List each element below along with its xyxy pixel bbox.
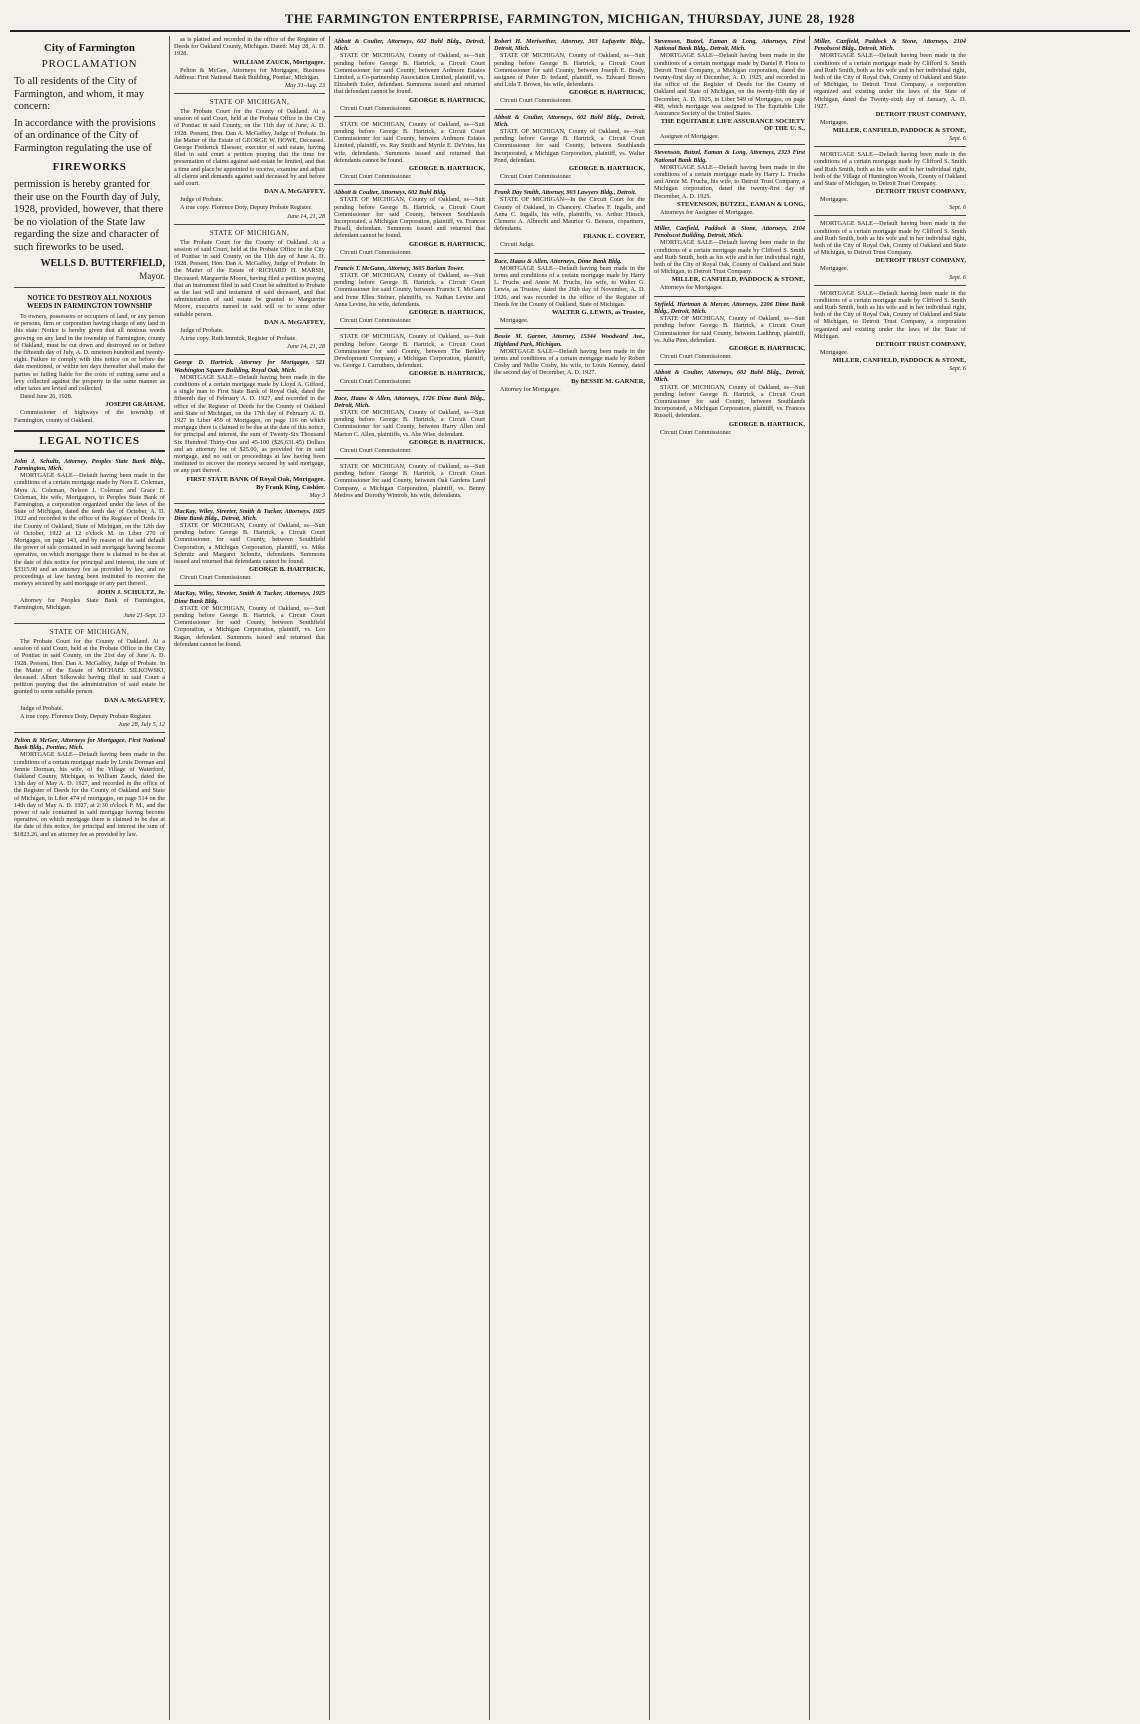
- abbott2-heading: Abbott & Coulter, Attorneys, 602 Buhl Bldg.: [334, 189, 447, 197]
- notice-body-4: MORTGAGE SALE—Default having been made in the conditions of a certain mortgage made by Clifford S. Smith and Ruth Smith, both as his wife and in her individual right, both of the City of Royal Oak, County of Oakland and State of Michigan, to Detroit Trust Company, a corporation organized and existing under the laws of the State of Michigan.: [814, 289, 966, 340]
- column-4: [490, 36, 650, 1720]
- marsh-signature: DAN A. McGAFFEY,: [264, 318, 325, 326]
- notice-run-dates-1: Sept. 6: [949, 135, 966, 143]
- notice-signature-1: GEORGE B. HARTRICK,: [569, 89, 645, 97]
- zauck-body: as is platted and recorded in the office of the Register of Deeds for Oakland County, Michigan. Dated: May 28, A. D. 1928.: [174, 36, 325, 58]
- notice-signature-4: WALTER G. LEWIS, as Trustee,: [551, 309, 645, 317]
- notice-signature-2: GEORGE B. HARTRICK,: [569, 165, 645, 173]
- fireworks-heading: FIREWORKS: [52, 161, 127, 173]
- notice-signature-title-4: Circuit Court Commissioner.: [340, 317, 412, 325]
- abbott-heading: Abbott & Coulter, Attorneys, 602 Buhl Bldg., Detroit, Mich.: [334, 38, 485, 53]
- howe-body: The Probate Court for the County of Oakland. At a session of said Court, held at the Probate Office in the City of Pontiac in said County, on the 11th day of June, A. D. 1928. Present, Hon. Dan A. McGaffey, Judge of Probate. In the Matter of the Estate of GEORGE W. HOWE, Deceased. George Frederick Elsesser, executor of said estate, having filed in said court a petition praying that the time for presentation of claims against said estate be limited, and that a time and place be appointed to receive, examine and adjust all claims and demands against said deceased by and before said court.: [174, 108, 325, 188]
- notice-signature-4: GEORGE B. HARTRICK,: [409, 309, 485, 317]
- howe-true-copy: A true copy. Florence Doty, Deputy Probate Register.: [180, 204, 312, 212]
- weeds-signature: JOSEPH GRAHAM,: [105, 401, 165, 409]
- mayor-name: WELLS D. BUTTERFIELD,: [40, 258, 165, 269]
- marsh-body: The Probate Court for the County of Oakland. At a session of said Court, held at the Probate Office in the City of Pontiac in said County, on the 11th day of June A. D. 1928. Present, Hon. Dan A. McGaffey, Judge of Probate. In the Matter of the Estate of RICHARD H. MARSH, Deceased. Marguerite Moore, having filed a petition praying that an instrument filed in said Court be admitted to Probate as the last will and testament of said deceased, and that administration of said estate be granted to Marguerite Moore, executrix named in said will or to some other suitable person.: [174, 238, 325, 318]
- notice-signature-title-4: Circuit Court Commissioner.: [660, 352, 732, 360]
- abbott-body: STATE OF MICHIGAN, County of Oakland, ss—Suit pending before George B. Hartrick, a Circuit Court Commissioner for said County, between Ardmore Estates Limited, a Co-partnership Association Limited, plaintiff, vs. Elizabeth Euler, defendant. Summons issued and returned that defendant cannot be found.: [334, 52, 485, 96]
- mcgann-heading: Francis T. McGann, Attorney, 3605 Barlum Tower.: [334, 264, 465, 272]
- column-3: [330, 36, 490, 1720]
- divider: [494, 328, 645, 329]
- divider: [14, 623, 165, 624]
- howe-state: STATE OF MICHIGAN,: [209, 98, 290, 107]
- proclamation-body-1: In accordance with the provisions of an ordinance of the City of Farmington regulating the use of: [14, 117, 156, 154]
- divider: [334, 458, 485, 459]
- silkowski-signature-title: Judge of Probate.: [20, 704, 64, 712]
- notice-signature-1: DETROIT TRUST COMPANY,: [875, 111, 966, 119]
- notice-body-1: MORTGAGE SALE—Default having been made in the conditions of a certain mortgage made by Daniel P. Flora to Detroit Trust Company, a Michigan corporation, dated the twenty-first day of December, A. D. 1925, and recorded in the office of the Register of Deeds for the County of Oakland and State of Michigan, on the twenty-fifth day of December, A. D. 1925, in Liber 549 of Mortgages, on page 498, which mortgage was assigned to The Equitable Life Assurance Society of the United States.: [654, 52, 805, 118]
- weeds-dated: Dated June 26, 1928.: [20, 393, 73, 401]
- notice-signature-title-5: Attorney for Mortgagee.: [500, 385, 561, 393]
- divider: [814, 146, 966, 147]
- mackay-body: STATE OF MICHIGAN, County of Oakland, ss—Suit pending before George B. Hartrick, a Circuit Court Commissioner for said County, between Southfield Corporation, a Michigan Corporation, plaintiff, vs. Mike Schmitz and Margaret Schmitz, defendants. Summons issued and returned that defendants cannot be found.: [174, 521, 325, 565]
- notice-signature-title-2: Circuit Court Commissioner.: [500, 173, 572, 181]
- notice-signature-title-5: Circuit Court Commissioner.: [340, 378, 412, 386]
- column-1: [10, 36, 170, 1720]
- styfield-heading: Styfield, Hartman & Mercer, Attorneys, 2206 Dime Bank Bldg., Detroit, Mich.: [654, 300, 805, 315]
- silkowski-run-dates: June 28, July 5, 12: [118, 720, 165, 728]
- bank-body: MORTGAGE SALE—Default having been made in the conditions of a certain mortgage made by Lloyd A. Gifford, a single man to First State Bank of Royal Oak, dated the fifteenth day of February A. D. 1927, and recorded in the office of the Register of Deeds for the County of Oakland and State of Michigan, on the 17th day of February A. D. 1927 in Liber 459 of Mortgages, on page 116 on which mortgage there is claimed to be due at the date of this notice, for principal and interest, the sum of Twenty-Six Thousand Six Hundred Thirty-One and 45-100 ($26,631.45) Dollars and an attorney fee of $25.00, as provided for in said mortgage, and no suit or proceedings at law having been instituted to recover the moneys secured by said mortgage, or any part thereof.: [174, 373, 325, 475]
- pelton-heading: Pelton & McGee, Attorneys for Mortgagee, First National Bank Bldg., Pontiac, Mich.: [14, 736, 165, 752]
- schultz-heading: John J. Schultz, Attorney, Peoples State Bank Bldg., Farmington, Mich.: [14, 457, 165, 473]
- notice-body-2: STATE OF MICHIGAN, County of Oakland, ss—Suit pending before George B. Hartrick, a Circuit Court Commissioner for said County, between Ardmore Estates Limited, plaintiff, vs. Ray Smith and Myrtle E. DeVries, his wife, defendants. Summons issued and returned that defendants cannot be found.: [334, 120, 485, 164]
- notice-run-dates-3: Sept. 6: [949, 273, 966, 281]
- marsh-run-dates: June 14, 21, 28: [287, 343, 325, 351]
- divider: [654, 296, 805, 297]
- silkowski-signature: DAN A. McGAFFEY,: [104, 696, 165, 704]
- notice-body-3: MORTGAGE SALE—Default having been made in the conditions of a certain mortgage made by Clifford S. Smith and Ruth Smith, both as his wife and in her individual right, both of the City of Royal Oak, County of Oakland and State of Michigan, to Detroit Trust Company.: [654, 239, 805, 276]
- notice-signature-title-1: Assignee of Mortgagee.: [660, 133, 720, 141]
- schultz-signature: JOHN J. SCHULTZ, Jr.: [96, 588, 165, 596]
- pelton-body: MORTGAGE SALE—Default having been made in the conditions of a certain mortgage made by Louis Dorman and Jennie Dorman, his wife, of the Village of Waterford, Oakland County, Michigan, to William Zauck, dated the 13th day of May A. D. 1927, and recorded in the office of the Register of Deeds for the County of Oakland and State of Michigan, in Liber 474 of mortgages, on page 514 on the 14th day of May A. D. 1927, at 2:30 o'clock P. M., and the power of sale contained in said mortgage having become operative, on which mortgage there is claimed to be due at the date of this notice, for principal and interest the sum of $1823.26, and an attorney fee as provided by law.: [14, 751, 165, 838]
- weeds-body: To owners, possessors or occupiers of land, or any person or persons, firm or corporation having charge of any land in this state: Notice is hereby given that all noxious weeds growing on any land in the township of Farmington, county of Oakland, must be cut down and destroyed on or before the fifteenth day of July, A. D. nineteen hundred and twenty-eight. Failure to comply with this notice on or before the date mentioned, or within ten days thereafter shall make the parties so failing liable for the costs of cutting same and a levy collected against the property in the same manner as other taxes are levied and collected.: [14, 313, 165, 393]
- garner-heading: Bessie M. Garner, Attorney, 15344 Woodward Ave., Highland Park, Michigan.: [494, 333, 645, 348]
- divider: [334, 184, 485, 185]
- mackay-heading: MacKay, Wiley, Streeter, Smith & Tucker, Attorneys, 1925 Dime Bank Bldg., Detroit, Mich.: [174, 507, 325, 522]
- notice-signature-title-1: Circuit Court Commissioner.: [500, 97, 572, 105]
- schultz-signature-title: Attorney for Peoples State Bank of Farmington, Farmington, Michigan.: [14, 596, 165, 611]
- notice-signature-1: THE EQUITABLE LIFE ASSURANCE SOCIETY OF THE U. S.,: [660, 118, 805, 133]
- column-2: [170, 36, 330, 1720]
- notice-body-6: STATE OF MICHIGAN, County of Oakland, ss—Suit pending before George B. Hartrick, a Circuit Court Commissioner for said County, between Harry Allen and Marion C. Allen, plaintiffs, vs. Abe Wise, defendant.: [334, 408, 485, 438]
- notice-signature-title-6: Circuit Court Commissioner.: [340, 446, 412, 454]
- notice-signature-3: MILLER, CANFIELD, PADDOCK & STONE,: [671, 276, 805, 284]
- schultz-run-dates: June 21-Sept. 13: [123, 611, 165, 619]
- notice-body-2: MORTGAGE SALE—Default having been made in the conditions of a certain mortgage made by Clifford S. Smith and Ruth Smith, both as his wife and in her individual right, both of the Village of Huntington Woods, County of Oakland and State of Michigan, to Detroit Trust Company.: [814, 151, 966, 188]
- notice-signature-title-3: Circuit Court Commissioner.: [340, 248, 412, 256]
- notice-signature-4: GEORGE B. HARTRICK,: [729, 344, 805, 352]
- proclamation-intro: To all residents of the City of Farmington, and whom, it may concern:: [14, 76, 145, 112]
- notice-signature-2: STEVENSON, BUTZEL, EAMAN & LONG,: [676, 200, 805, 208]
- notice-body-7: STATE OF MICHIGAN, County of Oakland, ss—Suit pending before George B. Hartrick, a Circuit Court Commissioner for said County, between Oak Gardens Land Company, a Michigan Corporation, plaintiff, vs. Benny Medros and Dorothy Wintrob, his wife, defendants.: [334, 462, 485, 499]
- abbott-heading: Abbott & Coulter, Attorneys, 602 Buhl Bldg., Detroit, Mich.: [654, 369, 805, 384]
- weeds-heading: NOTICE TO DESTROY ALL NOXIOUS WEEDS IN FARMINGTON TOWNSHIP: [26, 294, 153, 310]
- notice-signature-title-1: Mortgagee.: [820, 119, 849, 127]
- notice-attorneys-1: MILLER, CANFIELD, PADDOCK & STONE,: [832, 127, 966, 135]
- notice-body-4: MORTGAGE SALE—Default having been made in the terms and conditions of a certain mortgage made by Harry L. Fruchs and Annie M. Fruchs, his wife, to Walter G. Lewis, as Trustee, dated the 26th day of November, A. D. 1926, and was recorded in the office of the Register of Deeds for the County of Oakland, State of Michigan.: [494, 264, 645, 308]
- silkowski-state: STATE OF MICHIGAN,: [49, 627, 130, 636]
- mackay2-heading: MacKay, Wiley, Streeter, Smith & Tucker, Attorneys, 1925 Dime Bank Bldg.: [174, 590, 325, 605]
- divider: [334, 116, 485, 117]
- notice-body-3: STATE OF MICHIGAN, County of Oakland, ss—Suit pending before George B. Hartrick, a Circuit Court Commissioner for said County, between Southlands Incorporated, a Michigan Corporation, plaintiff, vs. Frances Pissell, defendant. Summons issued and returned that defendant cannot be found.: [334, 196, 485, 240]
- marsh-signature-title: Judge of Probate.: [180, 326, 224, 334]
- notice-body-3: MORTGAGE SALE—Default having been made in the conditions of a certain mortgage made by Clifford S. Smith and Ruth Smith, both as his wife and in her individual right, both of the City of Royal Oak, County of Oakland and State of Michigan, to Detroit Trust Company.: [814, 220, 966, 257]
- notice-body-1: STATE OF MICHIGAN, County of Oakland, ss—Suit pending before George B. Hartrick, a Circuit Court Commissioner for said County, between Joseph E. Brady, assignee of Peter D. Ireland, plaintiff, vs. Edward Brown and Lida T. Brown, his wife, defendants.: [494, 52, 645, 89]
- column-5: [650, 36, 810, 1720]
- masthead: THE FARMINGTON ENTERPRISE, FARMINGTON, MICHIGAN, THURSDAY, JUNE 28, 1928: [10, 6, 1130, 32]
- howe-run-dates: June 14, 21, 28: [287, 212, 325, 220]
- divider: [654, 364, 805, 365]
- notice-attorneys-4: MILLER, CANFIELD, PADDOCK & STONE,: [832, 357, 966, 365]
- divider: [334, 328, 485, 329]
- weeds-signature-title: Commissioner of highways of the township of Farmington, county of Oakland.: [14, 409, 165, 424]
- notice-signature-title-3: Attorneys for Mortgagee.: [660, 284, 724, 292]
- mackay-signature: GEORGE B. HARTRICK,: [249, 566, 325, 574]
- proclamation-city: City of Farmington: [43, 42, 136, 54]
- notice-signature-2: DETROIT TRUST COMPANY,: [875, 188, 966, 196]
- notice-body-2: MORTGAGE SALE—Default having been made in the conditions of a certain mortgage made by Harry L. Fruchs and Annie M. Fruchs, his wife, to Detroit Trust Company, a Michigan corporation, dated the twenty-first day of December, A. D. 1925.: [654, 163, 805, 200]
- silkowski-body: The Probate Court for the County of Oakland. At a session of said Court, held at the Probate Office in the City of Pontiac in said County, on the 21st day of June A. D. 1928. Present, Hon. Dan A. McGaffey, Judge of Probate. In the Matter of the Estate of MICHAEL SILKOWSKI, deceased. Albert Silkowski having filed in said Court a petition praying that the administration of said estate be granted to some suitable person.: [14, 637, 165, 696]
- legal-columns: [10, 36, 1130, 1720]
- notice-signature-title-2: Attorneys for Assignee of Mortgagee.: [660, 208, 754, 216]
- notice-signature-3: GEORGE B. HARTRICK,: [409, 240, 485, 248]
- divider: [14, 732, 165, 733]
- zauck-attorneys: Pelton & McGee, Attorneys for Mortgagee, Business Address: First National Bank Building, Pontiac, Michigan.: [174, 66, 325, 81]
- divider: [654, 144, 805, 145]
- divider: [174, 585, 325, 586]
- notice-signature-title-3: Mortgagee.: [820, 265, 849, 273]
- bank-signature: FIRST STATE BANK Of Royal Oak, Mortgagee.: [186, 475, 325, 483]
- stevenson2-heading: Stevenson, Butzel, Eaman & Long, Attorneys, 2323 First National Bank Bldg.: [654, 149, 805, 164]
- notice-run-dates-2: Sept. 6: [949, 204, 966, 212]
- miller-heading: Miller, Canfield, Paddock & Stone, Attorneys, 2104 Penobscot Building, Detroit, Mich.: [654, 225, 805, 240]
- divider: [174, 93, 325, 94]
- abbott-signature: GEORGE B. HARTRICK,: [409, 96, 485, 104]
- divider: [174, 224, 325, 225]
- legal-notices-heading: LEGAL NOTICES: [14, 430, 165, 452]
- marsh-true-copy: A true copy. Ruth Immick, Register of Probate.: [180, 335, 297, 343]
- notice-body-3: STATE OF MICHIGAN—In the Circuit Court for the County of Oakland, in Chancery. Charles F. Ingalls, and Anna C. Ingalls, his wife, plaintiffs, vs. Arthur Hinsch, Clemens A. Albrecht and Maurice G. Benson, copartners, defendants.: [494, 196, 645, 233]
- proclamation-body-2: permission is hereby granted for their use on the Fourth day of July, 1928, provided, however, that there be no violation of the State law regarding the size and character of such fireworks to be used.: [14, 179, 164, 253]
- marsh-state: STATE OF MICHIGAN,: [209, 228, 290, 237]
- stevenson-heading: Stevenson, Butzel, Eaman & Long, Attorneys, First National Bank Bldg., Detroit, Mich.: [654, 38, 805, 53]
- divider: [494, 253, 645, 254]
- notice-run-dates-4: Sept. 6: [949, 365, 966, 373]
- abbott-signature-title: Circuit Court Commissioner.: [340, 104, 412, 112]
- miller-heading: Miller, Canfield, Paddock & Stone, Attorneys, 2104 Penobscot Bldg., Detroit, Mich.: [814, 38, 966, 53]
- notice-signature-5: By BESSIE M. GARNER,: [571, 377, 645, 385]
- divider: [174, 354, 325, 355]
- notice-body-4: STATE OF MICHIGAN, County of Oakland, ss—Suit pending before George B. Hartrick, a Circuit Court Commissioner for said County, between Ladthrup, plaintiff, vs. Julia Pino, defendant.: [654, 315, 805, 344]
- notice-body-5: STATE OF MICHIGAN, County of Oakland, ss—Suit pending before George B. Hartrick, a Circuit Court Commissioner for said County, between Southlands Incorporated, a Michigan Corporation, plaintiff, vs. Frances Russell, defendant.: [654, 383, 805, 420]
- zauck-signature: WILLIAM ZAUCK, Mortgagee.: [232, 58, 325, 66]
- smith-heading: Frank Day Smith, Attorney, 903 Lawyers Bldg., Detroit.: [494, 189, 637, 197]
- divider: [814, 285, 966, 286]
- notice-body-5: STATE OF MICHIGAN, County of Oakland, ss—Suit pending before George B. Hartrick, a Circuit Court Commissioner for said County, between The Berkley Development Company, a Michigan Corporation, plaintiff, vs. George J. Carruthers, defendant.: [334, 333, 485, 370]
- notice-signature-title-4: Mortgagee.: [820, 349, 849, 357]
- notice-signature-2: GEORGE B. HARTRICK,: [409, 165, 485, 173]
- race-heading: Race, Haass & Allen, Attorneys, Dime Bank Bldg.: [494, 257, 622, 265]
- notice-signature-6: GEORGE B. HARTRICK,: [409, 438, 485, 446]
- divider: [654, 220, 805, 221]
- mayor-title: Mayor.: [139, 271, 165, 281]
- notice-signature-title-2: Mortgagee.: [820, 196, 849, 204]
- divider: [174, 503, 325, 504]
- proclamation-heading: PROCLAMATION: [41, 58, 138, 70]
- bank-run-dates: May 3: [309, 491, 325, 499]
- notice-body-1: MORTGAGE SALE—Default having been made in the conditions of a certain mortgage made by Clifford S. Smith and Ruth Smith, both as his wife and in her individual right, both of the City of Royal Oak, County of Oakland and State of Michigan, to Detroit Trust Company, a corporation organized and existing under the laws of the State of Michigan, dated the Twenty-sixth day of January, A. D. 1927.: [814, 52, 966, 110]
- divider: [814, 215, 966, 216]
- schultz-body: MORTGAGE SALE—Default having been made in the conditions of a certain mortgage made by Nora E. Coleman, Myra A. Coleman, Nelson J. Coleman and Grace E. Coleman, his wife, Mortgagors, to Peoples State Bank of Farmington, a corporation organized under the laws of the State of Michigan, dated the tenth day of October, A. D. 1922 and recorded in the office of the Register of Deeds for the County of Oakland, State of Michigan, on the 12th day of October, 1922 at 12 o'clock M. in Liber 270 of Mortgages, on page 143, and by reason of the said default the power of sale contained in said mortgage having become operative, on which mortgage there is claimed to be due at the date of this notice for principal and interest, the sum of $3315.90 and an attorney fee as provided by law, and no proceedings at law having been instituted to recover the moneys secured by said mortgage or any part thereof.: [14, 472, 165, 588]
- notice-signature-title-3: Circuit Judge.: [500, 241, 535, 249]
- howe-signature: DAN A. McGAFFEY,: [264, 188, 325, 196]
- meriwether-heading: Robert H. Meriwether, Attorney, 303 Lafayette Bldg., Detroit, Mich.: [494, 38, 645, 53]
- divider: [14, 287, 165, 288]
- notice-signature-3: DETROIT TRUST COMPANY,: [875, 257, 966, 265]
- divider: [334, 390, 485, 391]
- divider: [494, 109, 645, 110]
- silkowski-true-copy: A true copy. Florence Doty, Deputy Probate Register.: [20, 712, 152, 720]
- howe-signature-title: Judge of Probate.: [180, 196, 224, 204]
- notice-signature-title-5: Circuit Court Commissioner.: [660, 428, 732, 436]
- race-heading: Race, Haass & Allen, Attorneys, 1726 Dime Bank Bldg., Detroit, Mich.: [334, 394, 485, 409]
- notice-signature-5: GEORGE B. HARTRICK,: [729, 420, 805, 428]
- column-6: [810, 36, 970, 1720]
- notice-signature-5: GEORGE B. HARTRICK,: [409, 370, 485, 378]
- bank-heading: George D. Hartrick, Attorney for Mortgagee, 521 Washington Square Building, Royal Oak, Mich.: [174, 359, 325, 374]
- mackay2-body: STATE OF MICHIGAN, County of Oakland, ss—Suit pending before George B. Hartrick, a Circuit Court Commissioner for said County, between Southfield Corporation, a Michigan Corporation, plaintiff, vs. Leo Ragan, defendant. Summons issued and returned that defendant cannot be found.: [174, 604, 325, 648]
- abbott-heading: Abbott & Coulter, Attorneys, 602 Buhl Bldg., Detroit, Mich.: [494, 113, 645, 128]
- zauck-run-dates: May 31-Aug. 23: [284, 82, 325, 90]
- divider: [494, 184, 645, 185]
- notice-body-5: MORTGAGE SALE—Default having been made in the terms and conditions of a certain mortgage made by Robert Cosby and Nellie Cosby, his wife, to Louis Kenney, dated the second day of December, A. D. 1927.: [494, 347, 645, 377]
- notice-body-2: STATE OF MICHIGAN, County of Oakland, ss—Suit pending before George B. Hartrick, a Circuit Court Commissioner for said County, between Southlands Incorporated, a Michigan Corporation, plaintiff, vs. Walter Pond, defendant.: [494, 128, 645, 164]
- notice-body-4: STATE OF MICHIGAN, County of Oakland, ss—Suit pending before George B. Hartrick, a Circuit Court Commissioner for said County, between Francis T. McGann and Irene Ellen Steiner, plaintiffs, vs. Nathan Levine and Anna Levine, his wife, defendants.: [334, 272, 485, 308]
- notice-signature-title-4: Mortgagee.: [500, 317, 529, 325]
- notice-signature-4: DETROIT TRUST COMPANY,: [875, 341, 966, 349]
- notice-signature-3: FRANK L. COVERT,: [583, 233, 645, 241]
- bank-signature-2: By Frank King, Cashier.: [256, 483, 325, 491]
- notice-signature-title-2: Circuit Court Commissioner.: [340, 173, 412, 181]
- mackay-signature-title: Circuit Court Commissioner.: [180, 574, 252, 582]
- divider: [334, 260, 485, 261]
